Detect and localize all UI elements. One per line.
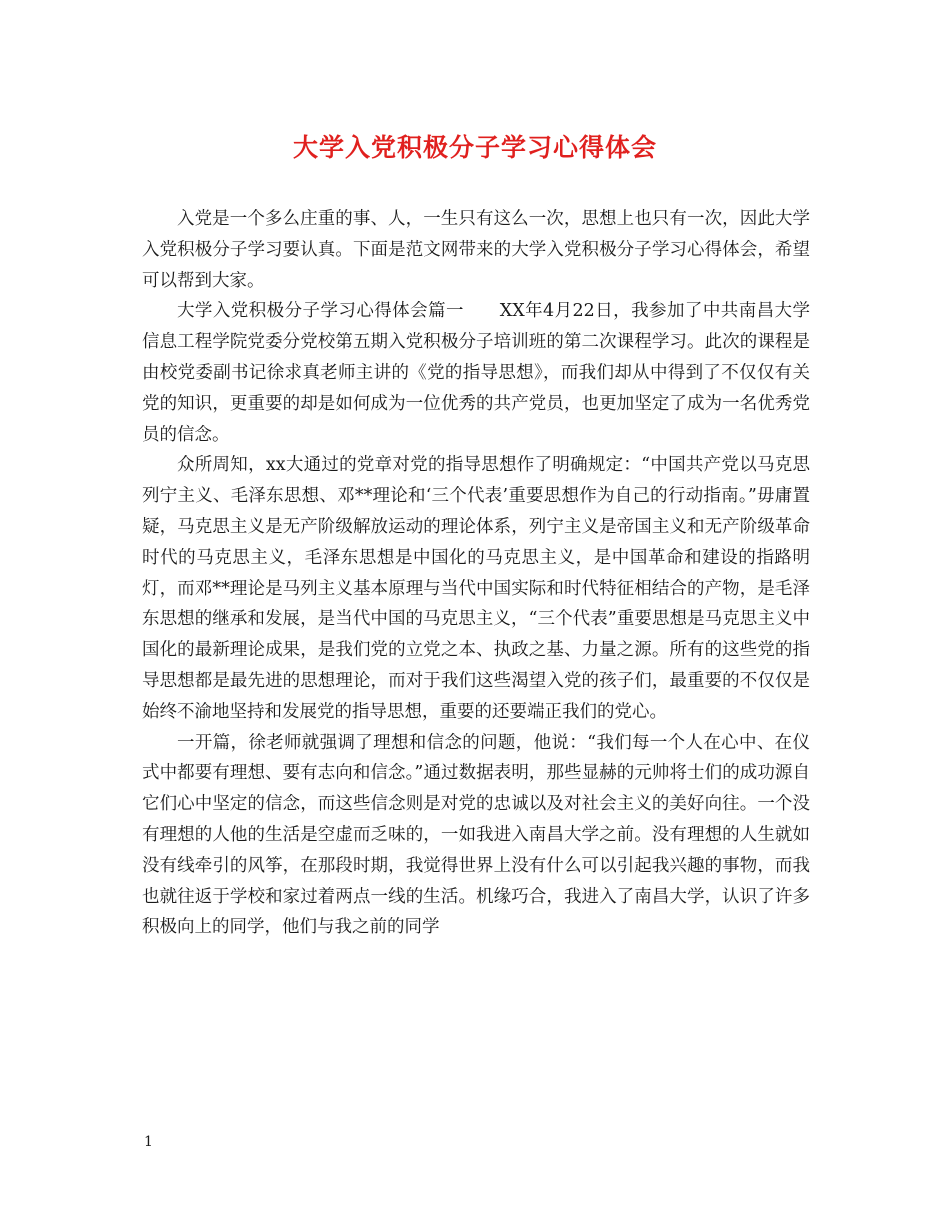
paragraph-intro: 入党是一个多么庄重的事、人，一生只有这么一次，思想上也只有一次，因此大学入党积极分子学习要认真。下面是范文网带来的大学入党积极分子学习心得体会，希望可以帮到大家。	[142, 209, 810, 291]
paragraph-ideals-beliefs: 一开篇，徐老师就强调了理想和信念的问题，他说：“我们每一个人在心中、在仪式中都要有理想、要有志向和信念。”通过数据表明，那些显赫的元帅将士们的成功源自它们心中坚定的信念，而这些信念则是对党的忠诚以及对社会主义的美好向往。一个没有理想的人他的生活是空虚而乏味的，一如我进入南昌大学之前。没有理想的人生就如没有线牵引的风筝，在那段时期，我觉得世界上没有什么可以引起我兴趣的事物，而我也就往返于学校和家过着两点一线的生活。机缘巧合，我进入了南昌大学，认识了许多积极向上的同学，他们与我之前的同学	[142, 732, 810, 938]
document-body	[142, 204, 810, 943]
paragraph-article-one: 大学入党积极分子学习心得体会篇一 XX年4月22日，我参加了中共南昌大学信息工程学院党委分党校第五期入党积极分子培训班的第二次课程学习。此次的课程是由校党委副书记徐求真老师主讲的《党的指导思想》，而我们却从中得到了不仅仅有关党的知识，更重要的却是如何成为一位优秀的共产党员，也更加坚定了成为一名优秀党员的信念。	[142, 301, 810, 445]
paragraph-guiding-thought: 众所周知，xx大通过的党章对党的指导思想作了明确规定：“中国共产党以马克思列宁主义、毛泽东思想、邓**理论和‘三个代表’重要思想作为自己的行动指南。”毋庸置疑，马克思主义是无产阶级解放运动的理论体系，列宁主义是帝国主义和无产阶级革命时代的马克思主义，毛泽东思想是中国化的马克思主义，是中国革命和建设的指路明灯，而邓**理论是马列主义基本原理与当代中国实际和时代特征相结合的产物，是毛泽东思想的继承和发展，是当代中国的马克思主义，“三个代表”重要思想是马克思主义中国化的最新理论成果，是我们党的立党之本、执政之基、力量之源。所有的这些党的指导思想都是最先进的思想理论，而对于我们这些渴望入党的孩子们，最重要的不仅仅是始终不渝地坚持和发展党的指导思想，重要的还要端正我们的党心。	[142, 455, 810, 722]
document-title: 大学入党积极分子学习心得体会	[292, 133, 657, 162]
page-number: 1	[144, 1134, 153, 1150]
